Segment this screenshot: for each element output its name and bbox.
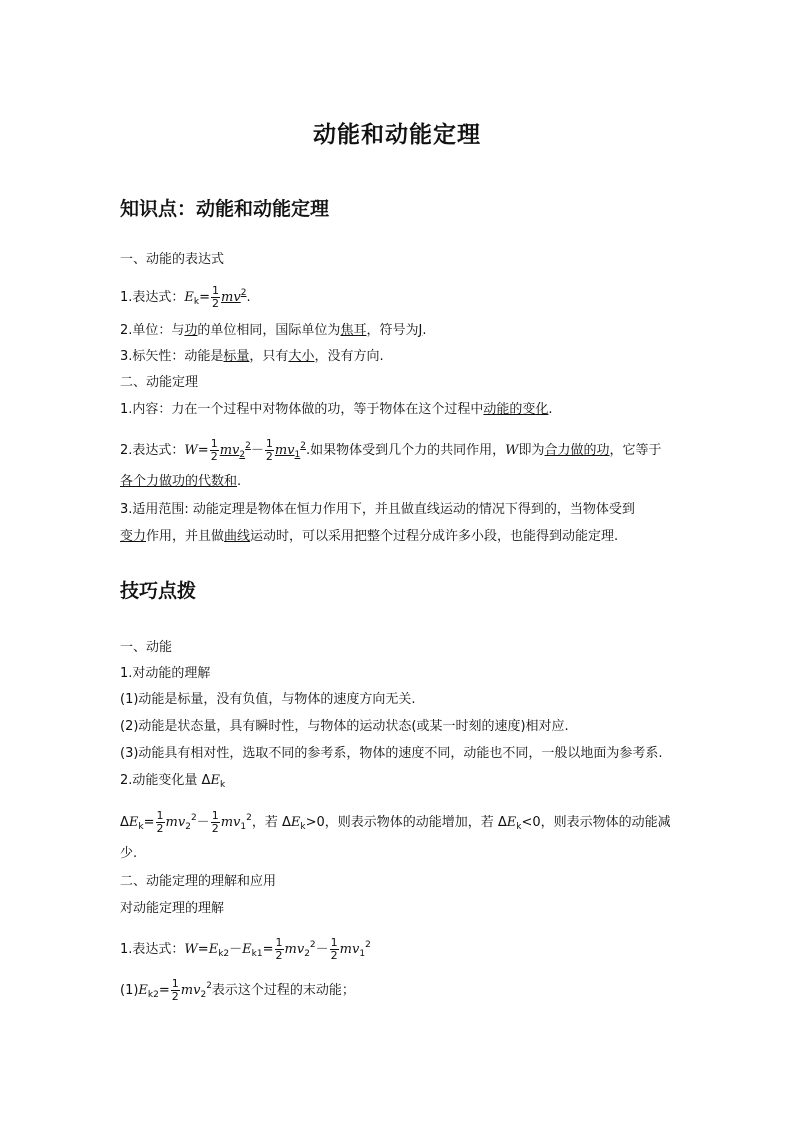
theorem-formula-line: 2.表达式：W= $\frac{1}{2}$ $mv_2^2-$ $\frac{1}{2}$ $mv_1^2$.如果物体受到几个力的共同作用，W即为合力做的功，它等于 xyxy=(120,437,662,463)
final-kinetic-energy-line: $(1)E_{k2}=$ $\frac{1}{2}$ $mv_2^2$表示这个过程的末动能； xyxy=(120,977,355,1003)
tips-subsection-title-ek: 一、动能 xyxy=(120,640,173,655)
ek-formula-line: 1.表达式：$E_k=$ $\frac{1}{2}$ $mv^2$. xyxy=(120,284,251,310)
fraction-half: $\frac{1}{2}$ xyxy=(330,936,338,962)
ek-point-3: (3)动能具有相对性，选取不同的参考系，物体的速度不同，动能也不同，一般以地面为参考系. xyxy=(120,746,663,761)
section-heading-tips: 技巧点拨 xyxy=(120,580,197,602)
ek-understanding-title: 1.对动能的理解 xyxy=(120,666,211,681)
fraction-half: $\frac{1}{2}$ xyxy=(210,437,218,463)
theorem-content-line: 1.内容：力在一个过程中对物体做的功，等于物体在这个过程中动能的变化. xyxy=(120,402,553,417)
ek-point-1: (1)动能是标量，没有负值，与物体的速度方向无关. xyxy=(120,692,416,707)
ek-point-2: (2)动能是状态量，具有瞬时性，与物体的运动状态(或某一时刻的速度)相对应. xyxy=(120,719,569,734)
scope-line-2: 变力作用，并且做曲线运动时，可以采用把整个过程分成许多小段，也能得到动能定理. xyxy=(120,529,619,544)
fraction-half: $\frac{1}{2}$ xyxy=(171,977,179,1003)
ek-change-formula-line-cont: 少. xyxy=(120,846,138,861)
section-heading-knowledge: 知识点：动能和动能定理 xyxy=(120,198,330,220)
theorem-formula-line-cont: 各个力做功的代数和. xyxy=(120,474,242,489)
fraction-half: $\frac{1}{2}$ xyxy=(265,437,273,463)
subsection-title-ek-expression: 一、动能的表达式 xyxy=(120,252,225,267)
subsection-title-theorem: 二、动能定理 xyxy=(120,375,199,390)
theorem-expression-line: 1.表达式：$W=E_{k2}-E_{k1}=$ $\frac{1}{2}$ $mv_2^2-$ $\frac{1}{2}$ $mv_1^2$ xyxy=(120,936,371,962)
fraction-half: $\frac{1}{2}$ xyxy=(156,809,164,835)
theorem-understanding-title: 对动能定理的理解 xyxy=(120,901,225,916)
fraction-half: $\frac{1}{2}$ xyxy=(211,809,219,835)
fraction-half: $\frac{1}{2}$ xyxy=(275,936,283,962)
page-title: 动能和动能定理 xyxy=(313,122,481,148)
tips-subsection-title-theorem: 二、动能定理的理解和应用 xyxy=(120,874,277,889)
fraction-half: $\frac{1}{2}$ xyxy=(212,284,220,310)
unit-line: 2.单位：与功的单位相同，国际单位为焦耳，符号为J. xyxy=(120,323,427,338)
ek-change-formula-line: $\Delta E_k=$ $\frac{1}{2}$ $mv_2^2-$ $\frac{1}{2}$ $mv_1^2$，若 $\Delta E_k>0$，则表示物体的动能增加，若 $\Delta E_k<0$，则表示物体的动能减 xyxy=(120,809,671,835)
scalar-line: 3.标矢性：动能是标量，只有大小，没有方向. xyxy=(120,349,384,364)
ek-change-title: 2.动能变化量 $\Delta E_k$ xyxy=(120,773,226,790)
scope-line-1: 3.适用范围: 动能定理是物体在恒力作用下，并且做直线运动的情况下得到的，当物体受到 xyxy=(120,502,635,517)
